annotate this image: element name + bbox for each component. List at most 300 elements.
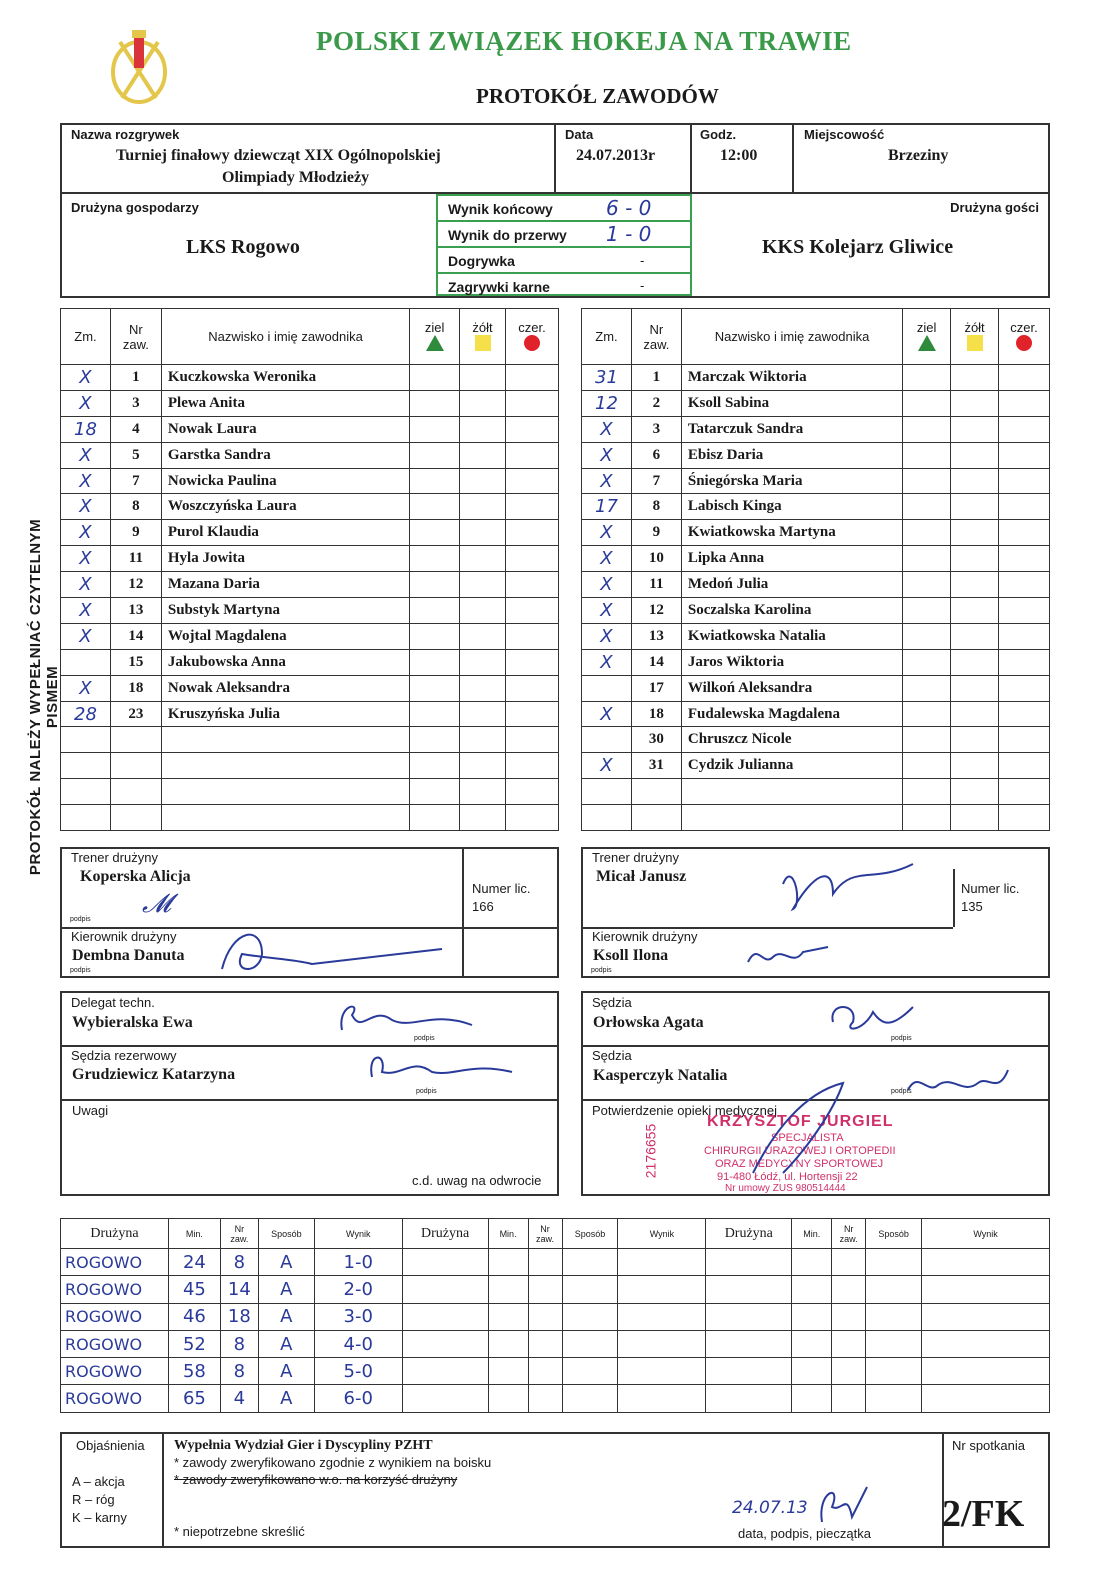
- yellow-card-cell: [951, 753, 999, 779]
- player-number: 17: [631, 675, 681, 701]
- green-card-cell: [410, 675, 460, 701]
- goal-nr: 4: [220, 1385, 258, 1412]
- empty-goal-cell: [488, 1330, 528, 1357]
- empty-goal-cell: [402, 1303, 488, 1330]
- player-number: 9: [631, 520, 681, 546]
- green-card-cell: [410, 727, 460, 753]
- player-row: [582, 416, 1050, 442]
- substitution-mark: X: [61, 442, 111, 468]
- goal-min: 52: [168, 1330, 220, 1357]
- away-coach-signature: [773, 854, 923, 914]
- green-card-cell: [410, 494, 460, 520]
- green-card-cell: [903, 598, 951, 624]
- col-score: Wynik: [922, 1219, 1050, 1249]
- substitution-mark: X: [61, 365, 111, 391]
- player-number: 1: [631, 365, 681, 391]
- col-player-number: Nr zaw.: [110, 309, 161, 365]
- substitution-mark: X: [61, 494, 111, 520]
- goal-score: 2-0: [314, 1276, 402, 1303]
- red-card-cell: [506, 442, 559, 468]
- yellow-card-cell: [460, 753, 506, 779]
- col-minute: Min.: [488, 1219, 528, 1249]
- empty-goal-cell: [706, 1303, 792, 1330]
- empty-goal-cell: [488, 1249, 528, 1276]
- remarks-label: Uwagi: [72, 1103, 109, 1118]
- referee1-label: Sędzia: [592, 995, 632, 1010]
- red-card-cell: [999, 701, 1050, 727]
- empty-goal-cell: [402, 1276, 488, 1303]
- goal-score: 5-0: [314, 1358, 402, 1385]
- yellow-card-cell: [460, 701, 506, 727]
- red-card-cell: [999, 390, 1050, 416]
- yellow-card-cell: [460, 675, 506, 701]
- goal-score: 1-0: [314, 1249, 402, 1276]
- home-manager-name: Dembna Danuta: [72, 947, 185, 964]
- home-manager-signature: [212, 919, 452, 979]
- substitution-mark: 12: [582, 390, 632, 416]
- empty-goal-cell: [618, 1385, 706, 1412]
- green-card-cell: [410, 390, 460, 416]
- green-card-cell: [903, 520, 951, 546]
- player-number: [631, 805, 681, 831]
- player-row: [582, 365, 1050, 391]
- player-number: 8: [110, 494, 161, 520]
- pzht-logo: [108, 28, 170, 108]
- player-number: 15: [110, 649, 161, 675]
- yellow-card-cell: [951, 416, 999, 442]
- home-coach-label: Trener drużyny: [71, 850, 158, 865]
- player-name: Jakubowska Anna: [161, 649, 409, 675]
- green-card-cell: [410, 572, 460, 598]
- col-team: Drużyna: [706, 1219, 792, 1249]
- substitution-mark: X: [61, 468, 111, 494]
- empty-goal-cell: [866, 1358, 922, 1385]
- green-card-cell: [903, 572, 951, 598]
- red-card-cell: [506, 805, 559, 831]
- goal-team: ROGOWO: [61, 1385, 169, 1412]
- match-info-box: [60, 123, 1050, 194]
- red-card-cell: [999, 468, 1050, 494]
- empty-goal-cell: [792, 1385, 832, 1412]
- substitution-mark: X: [582, 598, 632, 624]
- empty-goal-cell: [618, 1276, 706, 1303]
- goal-min: 65: [168, 1385, 220, 1412]
- player-number: 14: [631, 649, 681, 675]
- overtime-value: -: [640, 253, 645, 268]
- red-card-cell: [506, 520, 559, 546]
- green-card-cell: [410, 416, 460, 442]
- player-row: [582, 598, 1050, 624]
- yellow-card-cell: [460, 442, 506, 468]
- yellow-card-cell: [460, 546, 506, 572]
- player-name: Jaros Wiktoria: [681, 649, 902, 675]
- player-number: 3: [631, 416, 681, 442]
- green-card-cell: [410, 753, 460, 779]
- substitution-mark: X: [61, 675, 111, 701]
- player-row: [61, 598, 559, 624]
- yellow-card-cell: [951, 598, 999, 624]
- player-row: [61, 805, 559, 831]
- empty-goal-cell: [528, 1276, 562, 1303]
- player-number: 12: [110, 572, 161, 598]
- home-license-label: Numer lic.: [472, 881, 531, 896]
- substitution-mark: [582, 675, 632, 701]
- empty-goal-cell: [618, 1330, 706, 1357]
- player-name: Cydzik Julianna: [681, 753, 902, 779]
- empty-goal-cell: [402, 1330, 488, 1357]
- green-card-cell: [903, 675, 951, 701]
- substitution-mark: X: [582, 416, 632, 442]
- green-card-cell: [903, 416, 951, 442]
- stamp-line3: ORAZ MEDYCYNY SPORTOWEJ: [715, 1158, 884, 1170]
- red-card-cell: [999, 572, 1050, 598]
- player-name: Marczak Wiktoria: [681, 365, 902, 391]
- away-coach-name: Micał Janusz: [596, 868, 687, 885]
- empty-goal-cell: [922, 1276, 1050, 1303]
- empty-goal-cell: [402, 1249, 488, 1276]
- player-row: [582, 727, 1050, 753]
- col-green-card: ziel: [410, 309, 460, 365]
- medical-signature: [743, 1073, 863, 1183]
- red-card-cell: [999, 598, 1050, 624]
- player-row: [582, 701, 1050, 727]
- verification-signature: [812, 1482, 872, 1527]
- empty-goal-cell: [402, 1385, 488, 1412]
- goal-nr: 8: [220, 1249, 258, 1276]
- home-team-name: LKS Rogowo: [186, 236, 300, 258]
- empty-goal-cell: [866, 1276, 922, 1303]
- match-number: 2/FK: [942, 1493, 1025, 1535]
- away-manager-signature: [743, 937, 833, 972]
- goal-nr: 8: [220, 1330, 258, 1357]
- goals-table: [60, 1218, 1050, 1413]
- red-card-cell: [506, 494, 559, 520]
- substitution-mark: [61, 805, 111, 831]
- home-team-label: Drużyna gospodarzy: [71, 200, 199, 215]
- goal-row: [61, 1330, 1050, 1357]
- player-row: [61, 753, 559, 779]
- player-row: [582, 623, 1050, 649]
- player-row: [582, 520, 1050, 546]
- player-number: [110, 805, 161, 831]
- player-name: Soczalska Karolina: [681, 598, 902, 624]
- home-roster-table: [60, 308, 559, 831]
- yellow-card-cell: [460, 805, 506, 831]
- empty-goal-cell: [488, 1385, 528, 1412]
- goal-row: [61, 1358, 1050, 1385]
- substitution-mark: X: [582, 623, 632, 649]
- delegate-signature: [332, 995, 492, 1040]
- col-green-card: ziel: [903, 309, 951, 365]
- yellow-card-cell: [460, 727, 506, 753]
- goal-team: ROGOWO: [61, 1358, 169, 1385]
- player-number: 18: [631, 701, 681, 727]
- yellow-card-cell: [951, 805, 999, 831]
- player-number: 11: [631, 572, 681, 598]
- player-row: [61, 701, 559, 727]
- player-row: [582, 390, 1050, 416]
- goal-team: ROGOWO: [61, 1276, 169, 1303]
- player-row: [582, 805, 1050, 831]
- player-number: 1: [110, 365, 161, 391]
- player-row: [61, 494, 559, 520]
- yellow-card-cell: [951, 494, 999, 520]
- player-name: Chruszcz Nicole: [681, 727, 902, 753]
- player-row: [61, 572, 559, 598]
- player-number: 23: [110, 701, 161, 727]
- yellow-card-cell: [951, 468, 999, 494]
- player-number: 13: [631, 623, 681, 649]
- player-number: 6: [631, 442, 681, 468]
- player-row: [582, 572, 1050, 598]
- yellow-card-cell: [951, 520, 999, 546]
- red-card-cell: [506, 598, 559, 624]
- col-substitution: Zm.: [582, 309, 632, 365]
- home-coach-signature: 𝓜: [142, 889, 172, 919]
- verification-department: Wypełnia Wydział Gier i Dyscypliny PZHT: [174, 1438, 433, 1453]
- empty-goal-cell: [528, 1358, 562, 1385]
- player-name: Medoń Julia: [681, 572, 902, 598]
- col-method: Sposób: [866, 1219, 922, 1249]
- player-row: [582, 494, 1050, 520]
- player-name: Kwiatkowska Natalia: [681, 623, 902, 649]
- green-card-cell: [903, 365, 951, 391]
- empty-goal-cell: [528, 1303, 562, 1330]
- yellow-card-cell: [460, 623, 506, 649]
- player-row: [582, 675, 1050, 701]
- place-label: Miejscowość: [804, 127, 885, 142]
- red-card-cell: [999, 520, 1050, 546]
- yellow-card-cell: [460, 598, 506, 624]
- player-number: 31: [631, 753, 681, 779]
- player-name: Garstka Sandra: [161, 442, 409, 468]
- player-row: [61, 779, 559, 805]
- empty-goal-cell: [562, 1385, 618, 1412]
- competition-line2: Olimpiady Młodzieży: [222, 169, 370, 186]
- match-date: 24.07.2013r: [576, 147, 656, 164]
- yellow-card-cell: [951, 649, 999, 675]
- away-license-label: Numer lic.: [961, 881, 1020, 896]
- player-row: [61, 546, 559, 572]
- goal-row: [61, 1276, 1050, 1303]
- yellow-card-cell: [951, 390, 999, 416]
- goal-nr: 14: [220, 1276, 258, 1303]
- document-title: PROTOKÓŁ ZAWODÓW: [476, 84, 719, 108]
- substitution-mark: [61, 649, 111, 675]
- player-name: [161, 753, 409, 779]
- red-card-icon: [1016, 335, 1032, 351]
- col-number: Nr zaw.: [832, 1219, 866, 1249]
- empty-goal-cell: [562, 1249, 618, 1276]
- red-card-cell: [506, 753, 559, 779]
- player-number: [110, 753, 161, 779]
- player-name: Nowak Aleksandra: [161, 675, 409, 701]
- yellow-card-cell: [460, 494, 506, 520]
- yellow-card-cell: [460, 365, 506, 391]
- player-number: 5: [110, 442, 161, 468]
- col-number: Nr zaw.: [528, 1219, 562, 1249]
- stamp-doctor-name: KRZYSZTOF JURGIEL: [707, 1113, 894, 1130]
- away-roster-table: [581, 308, 1050, 831]
- empty-goal-cell: [922, 1385, 1050, 1412]
- green-card-cell: [903, 468, 951, 494]
- match-number-label: Nr spotkania: [952, 1438, 1025, 1453]
- player-number: 18: [110, 675, 161, 701]
- substitution-mark: X: [582, 520, 632, 546]
- final-score-value: 6 - 0: [606, 196, 652, 220]
- empty-goal-cell: [706, 1249, 792, 1276]
- empty-goal-cell: [922, 1358, 1050, 1385]
- substitution-mark: X: [582, 468, 632, 494]
- green-card-icon: [918, 335, 936, 351]
- red-card-cell: [999, 546, 1050, 572]
- red-card-cell: [999, 805, 1050, 831]
- home-license-number: 166: [472, 899, 494, 914]
- goal-score: 6-0: [314, 1385, 402, 1412]
- player-number: 9: [110, 520, 161, 546]
- home-coach-name: Koperska Alicja: [80, 868, 191, 885]
- player-number: 14: [110, 623, 161, 649]
- legend-title: Objaśnienia: [76, 1438, 145, 1453]
- score-box: [60, 192, 1050, 298]
- player-row: [582, 442, 1050, 468]
- green-card-cell: [410, 805, 460, 831]
- substitution-mark: 28: [61, 701, 111, 727]
- player-number: 4: [110, 416, 161, 442]
- reserve-referee-signature: [362, 1047, 522, 1092]
- red-card-cell: [999, 753, 1050, 779]
- green-card-cell: [410, 701, 460, 727]
- goal-team: ROGOWO: [61, 1303, 169, 1330]
- player-name: Ebisz Daria: [681, 442, 902, 468]
- empty-goal-cell: [488, 1276, 528, 1303]
- goal-row: [61, 1249, 1050, 1276]
- col-team: Drużyna: [61, 1219, 169, 1249]
- goal-min: 46: [168, 1303, 220, 1330]
- substitution-mark: X: [61, 520, 111, 546]
- competition-label: Nazwa rozgrywek: [71, 127, 180, 142]
- red-card-cell: [506, 779, 559, 805]
- away-officials-box: Trener drużyny Micał Janusz Numer lic. 135 Kierownik drużyny Ksoll Ilona podpis: [581, 847, 1050, 978]
- red-card-cell: [999, 365, 1050, 391]
- empty-goal-cell: [792, 1249, 832, 1276]
- player-name: Nowicka Paulina: [161, 468, 409, 494]
- red-card-cell: [506, 649, 559, 675]
- empty-goal-cell: [706, 1330, 792, 1357]
- substitution-mark: X: [582, 701, 632, 727]
- player-name: Tatarczuk Sandra: [681, 416, 902, 442]
- stamp-number: 2176655: [642, 1123, 659, 1179]
- empty-goal-cell: [792, 1276, 832, 1303]
- col-player-name: Nazwisko i imię zawodnika: [161, 309, 409, 365]
- player-name: [681, 779, 902, 805]
- legend-penalty: K – karny: [72, 1510, 127, 1525]
- col-method: Sposób: [258, 1219, 314, 1249]
- player-number: 7: [631, 468, 681, 494]
- player-row: [61, 727, 559, 753]
- side-instruction: PROTOKÓŁ NALEŻY WYPEŁNIAĆ CZYTELNYM PISMEM: [27, 518, 61, 876]
- verification-date: 24.07.13: [732, 1498, 808, 1518]
- yellow-card-cell: [951, 365, 999, 391]
- green-card-cell: [410, 365, 460, 391]
- player-row: [582, 468, 1050, 494]
- red-card-cell: [999, 623, 1050, 649]
- yellow-card-icon: [475, 335, 491, 351]
- player-name: Hyla Jowita: [161, 546, 409, 572]
- substitution-mark: 18: [61, 416, 111, 442]
- player-row: [61, 416, 559, 442]
- time-label: Godz.: [700, 127, 737, 142]
- away-team-label: Drużyna gości: [950, 200, 1039, 215]
- player-row: [582, 546, 1050, 572]
- player-row: [61, 623, 559, 649]
- halftime-score-value: 1 - 0: [606, 222, 652, 246]
- player-name: Wojtal Magdalena: [161, 623, 409, 649]
- empty-goal-cell: [618, 1303, 706, 1330]
- sign-label: podpis: [70, 916, 91, 923]
- substitution-mark: [61, 753, 111, 779]
- substitution-mark: 17: [582, 494, 632, 520]
- empty-goal-cell: [402, 1358, 488, 1385]
- green-card-cell: [410, 546, 460, 572]
- goal-row: [61, 1385, 1050, 1412]
- player-row: [582, 779, 1050, 805]
- verification-line1: * zawody zweryfikowano zgodnie z wynikiem na boisku: [174, 1455, 492, 1470]
- medical-care-label: Potwierdzenie opieki medycznej: [592, 1103, 777, 1118]
- player-name: Kuczkowska Weronika: [161, 365, 409, 391]
- yellow-card-cell: [951, 779, 999, 805]
- delegate-label: Delegat techn.: [71, 995, 155, 1010]
- empty-goal-cell: [562, 1303, 618, 1330]
- player-row: [61, 365, 559, 391]
- player-name: [161, 727, 409, 753]
- player-name: Nowak Laura: [161, 416, 409, 442]
- yellow-card-cell: [951, 546, 999, 572]
- green-card-cell: [410, 468, 460, 494]
- substitution-mark: 31: [582, 365, 632, 391]
- empty-goal-cell: [922, 1303, 1050, 1330]
- stamp-line2: CHIRURGII URAZOWEJ I ORTOPEDII: [704, 1145, 896, 1157]
- empty-goal-cell: [792, 1330, 832, 1357]
- goal-min: 58: [168, 1358, 220, 1385]
- player-row: [61, 675, 559, 701]
- player-number: 12: [631, 598, 681, 624]
- match-time: 12:00: [720, 147, 758, 164]
- stamp-line1: SPECJALISTA: [771, 1132, 844, 1144]
- yellow-card-cell: [951, 442, 999, 468]
- empty-goal-cell: [706, 1358, 792, 1385]
- green-card-cell: [903, 649, 951, 675]
- player-name: Mazana Daria: [161, 572, 409, 598]
- penalty-shootout-label: Zagrywki karne: [448, 279, 550, 295]
- empty-goal-cell: [528, 1249, 562, 1276]
- red-card-cell: [999, 649, 1050, 675]
- player-number: [631, 779, 681, 805]
- goal-method: A: [258, 1330, 314, 1357]
- empty-goal-cell: [706, 1385, 792, 1412]
- referee1-name: Orłowska Agata: [593, 1014, 704, 1031]
- green-card-cell: [903, 494, 951, 520]
- away-manager-name: Ksoll Ilona: [593, 947, 669, 964]
- player-row: [61, 520, 559, 546]
- reserve-referee-label: Sędzia rezerwowy: [71, 1048, 177, 1063]
- player-name: Substyk Martyna: [161, 598, 409, 624]
- empty-goal-cell: [618, 1249, 706, 1276]
- col-method: Sposób: [562, 1219, 618, 1249]
- green-card-icon: [426, 335, 444, 351]
- red-card-cell: [506, 727, 559, 753]
- player-name: Fudalewska Magdalena: [681, 701, 902, 727]
